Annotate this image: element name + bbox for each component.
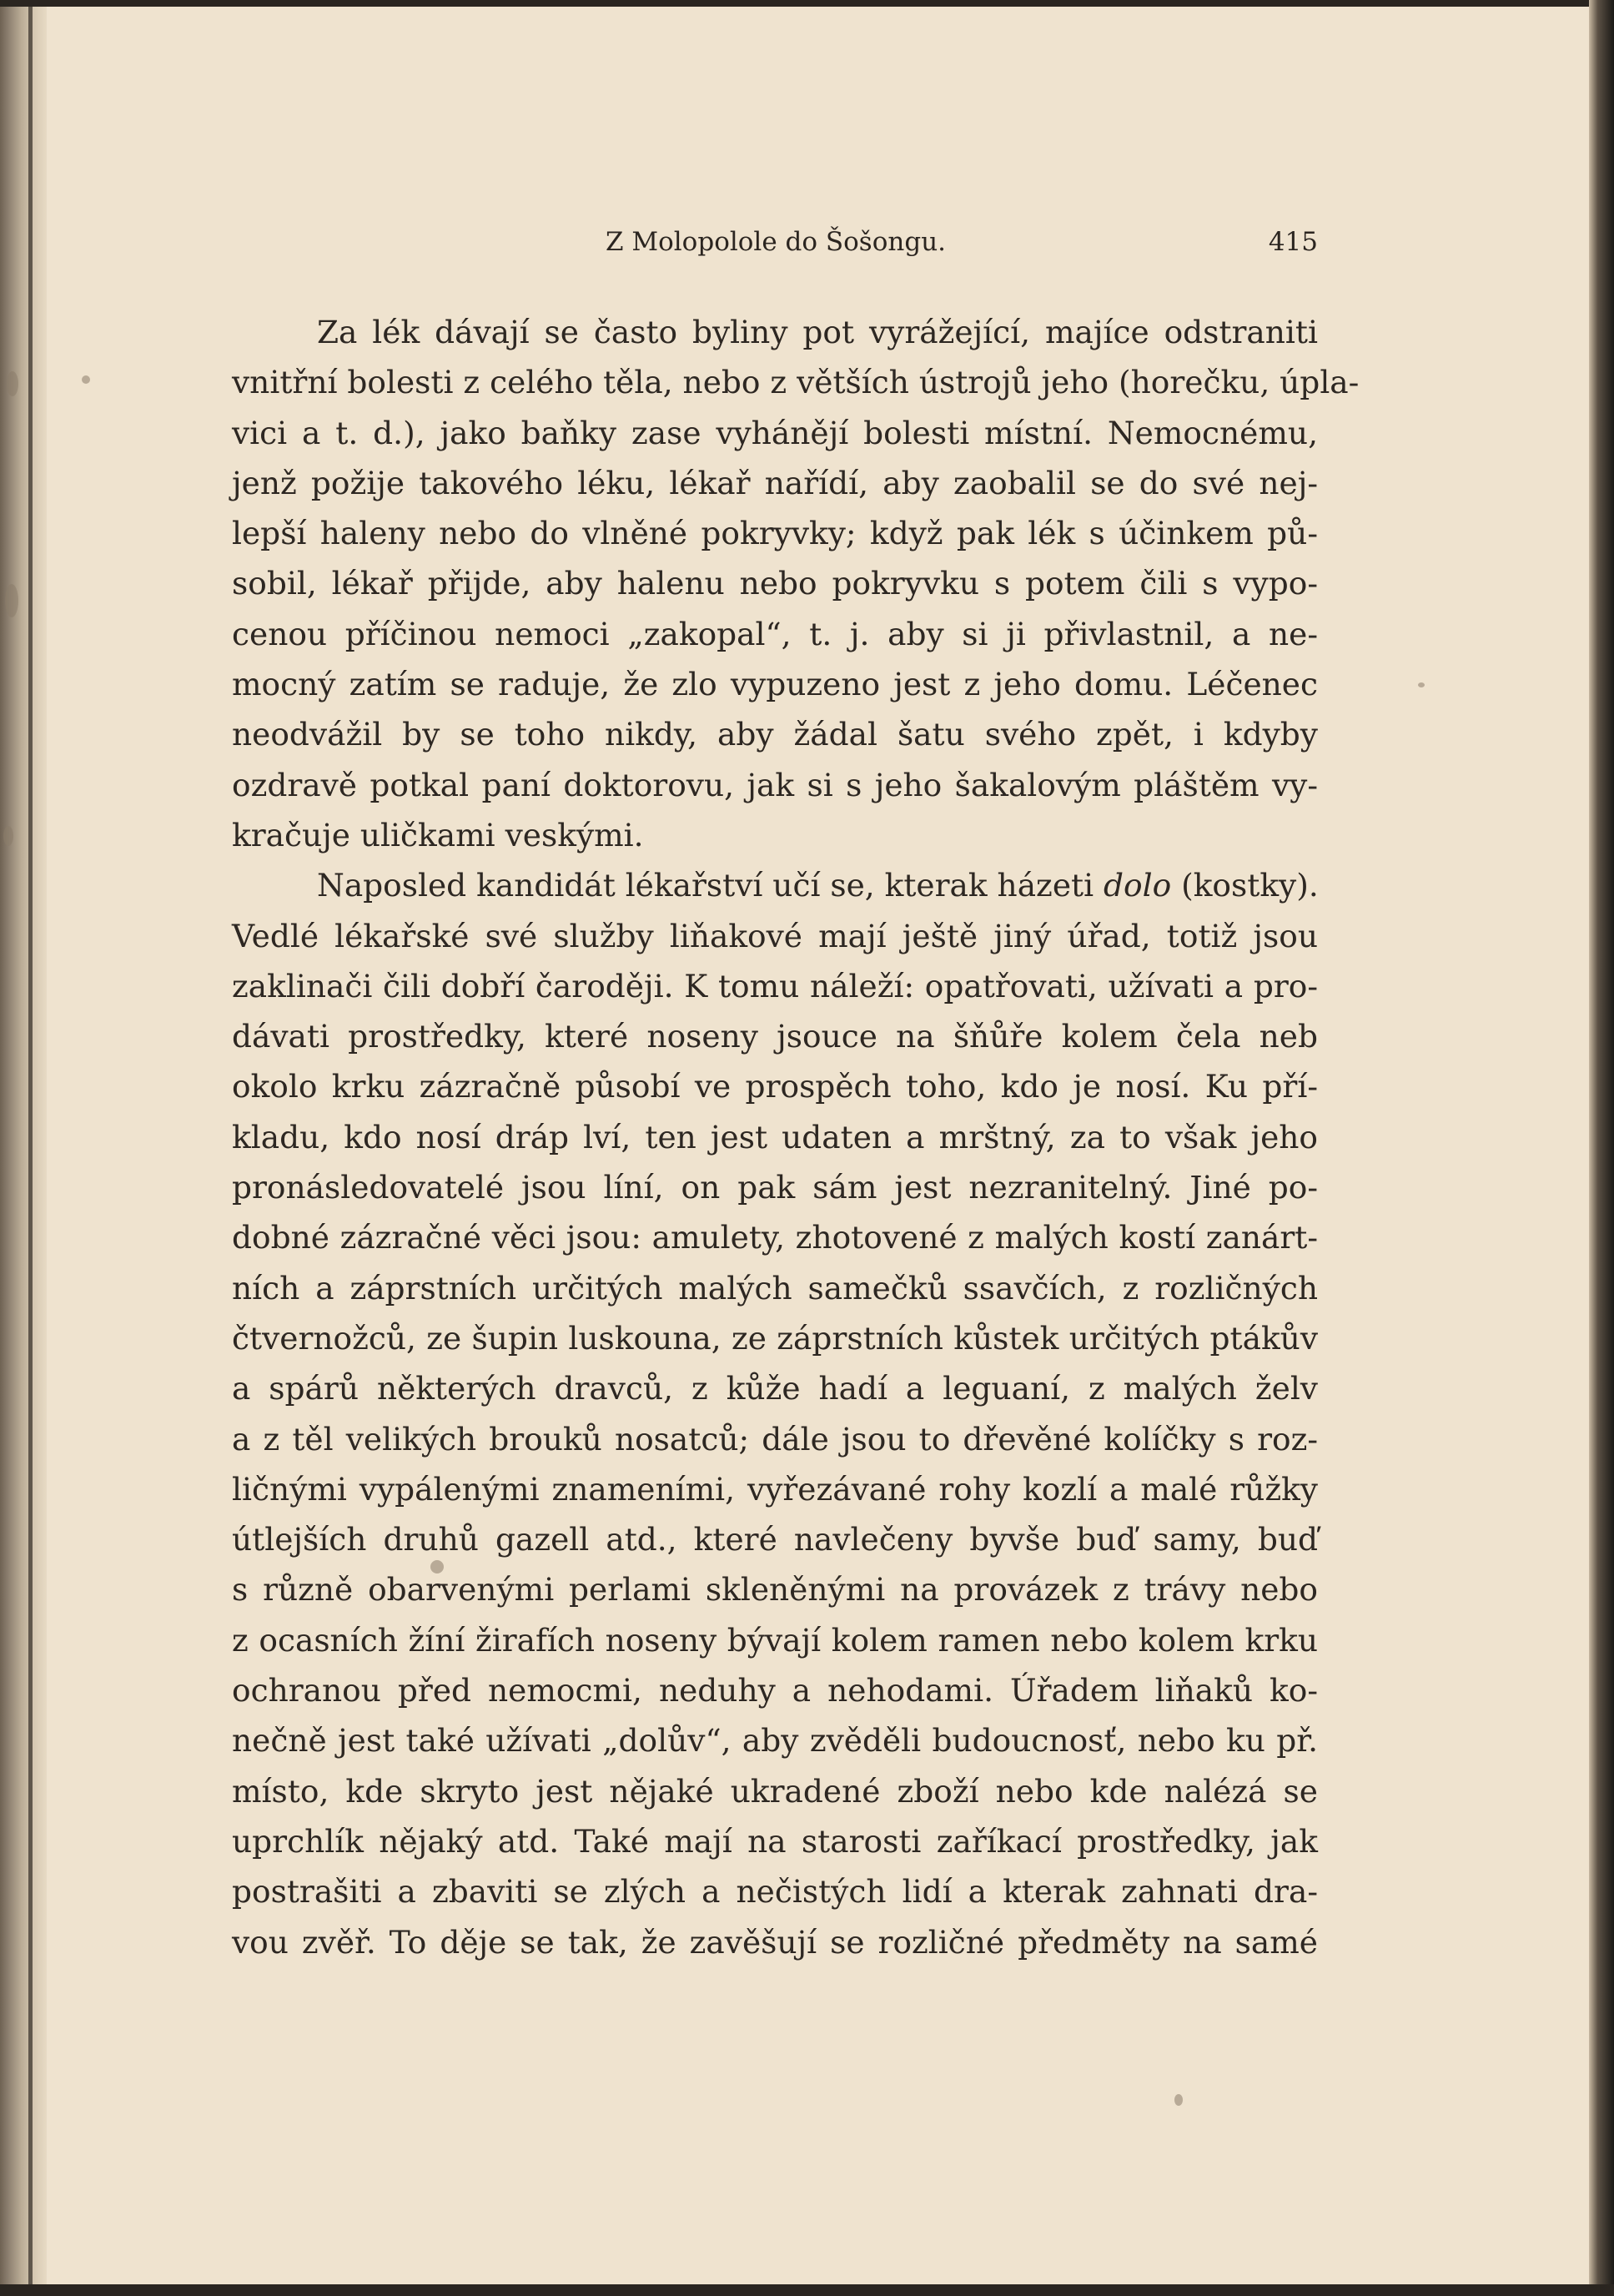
text-line: kračuje uličkami veskými. [232,816,644,853]
paper-spot [3,826,13,846]
text-line: jenž požije takového léku, lékař nařídí, aby zaobalil se do své nej- [232,464,1318,501]
text-line: mocný zatím se raduje, že zlo vypuzeno jest z jeho domu. Léčenec [232,666,1318,703]
text-line: útlejších druhů gazell atd., které navlečeny byvše buď samy, buď [232,1521,1318,1558]
text-line [232,860,1318,910]
text-line: nečně jest také užívati „dolův“, aby zvěděli budoucnosť, nebo ku př. [232,1722,1318,1760]
text-line: a z těl velikých brouků nosatců; dále jsou to dřevěné kolíčky s roz- [232,1420,1318,1458]
text-line: ních a záprstních určitých malých samečků ssavčích, z rozličných [232,1269,1318,1307]
scan-border-top [0,0,1614,7]
text-line: Za lék dávají se často byliny pot vyrážející, majíce odstraniti [317,314,1318,350]
text-line: Vedlé lékařské své služby liňakové mají ještě jiný úřad, totiž jsou [232,917,1318,954]
text-line: pronásledovatelé jsou líní, on pak sám jest nezranitelný. Jiné po- [232,1169,1318,1206]
text-line: ochranou před nemocmi, neduhy a nehodami. Úřadem liňaků ko- [232,1672,1318,1709]
text-line: zaklinači čili dobří čaroději. K tomu náleží: opatřovati, užívati a pro- [232,967,1318,1004]
paper-spot [1174,2094,1183,2106]
text-line: ozdravě potkal paní doktorovu, jak si s jeho šakalovým pláštěm vy- [232,766,1318,803]
text-line: vici a t. d.), jako baňky zase vyhánějí bolesti místní. Nemocnému, [232,414,1318,451]
text-line: vou zvěř. To děje se tak, že zavěšují se rozličné předměty na samé [232,1923,1318,1961]
text-line: a spárů některých dravců, z kůže hadí a leguaní, z malých želv [232,1370,1318,1407]
paper-spot [5,584,18,617]
paper-spot [82,375,90,384]
text-line: dávati prostředky, které noseny jsouce na šňůře kolem čela neb [232,1018,1318,1055]
text-line: sobil, lékař přijde, aby halenu nebo pokryvku s potem čili s vypo- [232,565,1318,602]
scan-border-right [1589,0,1614,2296]
text-line: z ocasních žíní žirafích noseny bývají kolem ramen nebo kolem krku [232,1621,1318,1659]
text-line: okolo krku zázračně působí ve prospěch toho, kdo je nosí. Ku pří- [232,1068,1318,1105]
paper-spot [7,371,18,396]
text-segment: Naposled kandidát lékařství učí se, kterak házeti [317,867,1104,904]
text-line: cenou příčinou nemoci „zakopal“, t. j. aby si ji přivlastnil, a ne- [232,615,1318,652]
page-number: 415 [1268,227,1318,257]
text-line: vnitřní bolesti z celého těla, nebo z větších ústrojů jeho (horečku, úpla- [232,364,1360,401]
book-binding-edge [0,0,47,2296]
text-line: ličnými vypálenými znameními, vyřezávané rohy kozlí a malé růžky [232,1470,1318,1508]
paper-spot [1418,682,1425,687]
binding-shadow-line [28,0,33,2296]
text-line: s různě obarvenými perlami skleněnými na provázek z trávy nebo [232,1571,1318,1609]
text-line: postrašiti a zbaviti se zlých a nečistých lidí a kterak zahnati dra- [232,1873,1318,1911]
running-title: Z Molopolole do Šošongu. [605,227,947,257]
text-line: kladu, kdo nosí dráp lví, ten jest udaten a mrštný, za to však jeho [232,1118,1318,1156]
running-head [234,227,1318,269]
text-line: dobné zázračné věci jsou: amulety, zhotovené z malých kostí zanárt- [232,1219,1318,1256]
text-line: místo, kde skryto jest nějaké ukradené zboží nebo kde nalézá se [232,1772,1318,1810]
text-segment: (kostky). [1171,867,1319,904]
italic-term: dolo [1104,867,1172,904]
body-text [232,307,1360,1967]
text-line: lepší haleny nebo do vlněné pokryvky; když pak lék s účinkem pů- [232,515,1318,552]
text-line: čtvernožců, ze šupin luskouna, ze záprstních kůstek určitých ptákův [232,1319,1318,1357]
text-line: neodvážil by se toho nikdy, aby žádal šatu svého zpět, i kdyby [232,716,1318,753]
text-line: uprchlík nějaký atd. Také mají na starosti zaříkací prostředky, jak [232,1822,1318,1860]
scan-border-bottom [0,2284,1614,2296]
